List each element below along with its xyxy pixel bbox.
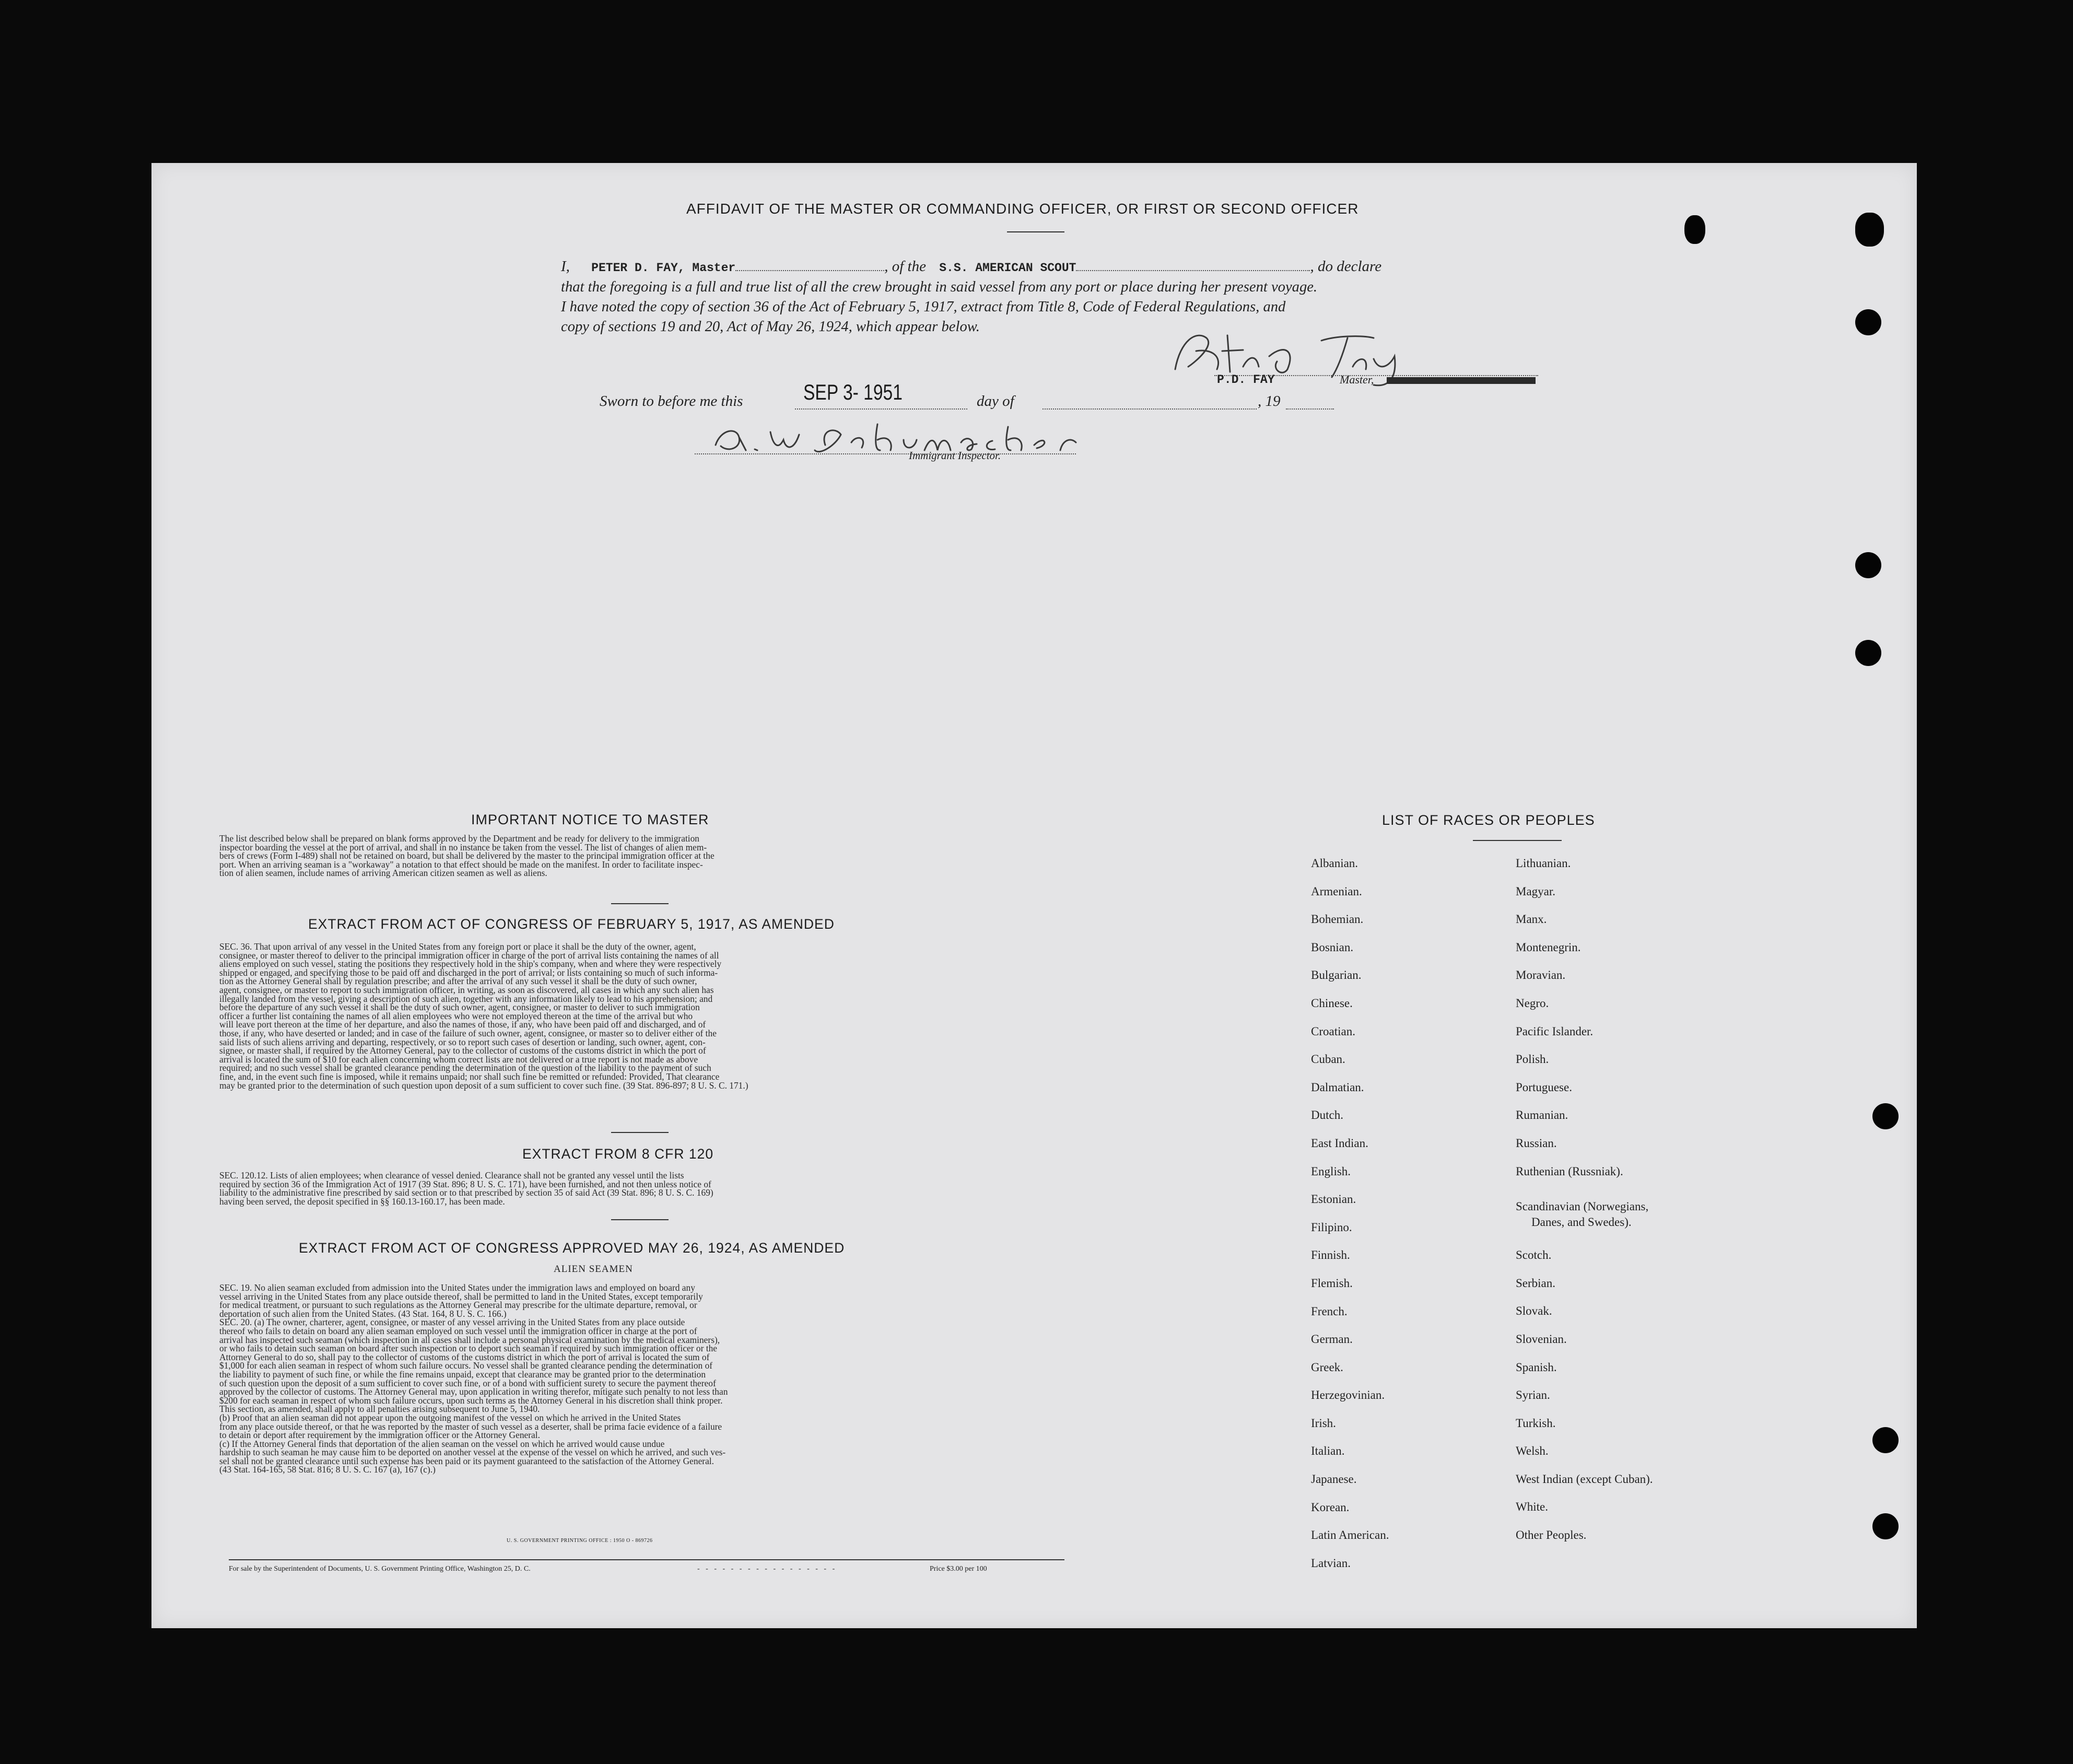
extract-1924-body bbox=[219, 1283, 1060, 1474]
race-item: Estonian. bbox=[1311, 1193, 1356, 1206]
race-item: West Indian (except Cuban). bbox=[1516, 1472, 1653, 1486]
race-item: Moravian. bbox=[1516, 968, 1566, 982]
race-item: East Indian. bbox=[1311, 1136, 1368, 1150]
date-dots bbox=[795, 397, 967, 410]
race-item: French. bbox=[1311, 1304, 1348, 1318]
race-item: Croatian. bbox=[1311, 1024, 1355, 1038]
master-signature bbox=[1165, 320, 1415, 388]
extract-1924-line: $200 for each seaman in respect of whom such failure occurs, upon such terms as the Attorney General in his discretion shall think proper. bbox=[219, 1395, 723, 1406]
extract-1924-line: deportation of such alien from the United States. (43 Stat. 164, 8 U. S. C. 166.) bbox=[219, 1308, 507, 1319]
day-of-text: day of bbox=[977, 393, 1014, 410]
punch-hole bbox=[1872, 1513, 1899, 1539]
extract-1917-line: agent, consignee, or master to report to such immigration officer, in writing, as soon as discovered, all cases in which any such alien has bbox=[219, 984, 714, 995]
master-name-field: PETER D. FAY, Master bbox=[591, 261, 736, 275]
race-item: Dalmatian. bbox=[1311, 1080, 1364, 1094]
extract-1924-line: from any place outside thereof, or that he was reported by the master of such vessel as a deserter, shall be prima facie evidence of a failure bbox=[219, 1421, 722, 1432]
notice-line: inspector boarding the vessel at the port of arrival, and shall in no instance be taken from the vessel. The list of changes of alien mem- bbox=[219, 842, 707, 852]
race-item: Syrian. bbox=[1516, 1388, 1550, 1402]
footer-sale-notice: For sale by the Superintendent of Documents, U. S. Government Printing Office, Washington 25, D. C. bbox=[229, 1565, 531, 1573]
extract-cfr-title: EXTRACT FROM 8 CFR 120 bbox=[522, 1146, 714, 1162]
extract-1917-divider bbox=[611, 1132, 669, 1133]
race-item: German. bbox=[1311, 1333, 1353, 1346]
extract-1924-line: SEC. 19. No alien seaman excluded from admission into the United States under the immigration laws and employed on board any bbox=[219, 1282, 695, 1293]
punch-hole bbox=[1684, 215, 1705, 244]
notice-line: tion of alien seamen, include names of arriving American citizen seamen as well as aliens. bbox=[219, 868, 547, 879]
race-item: Korean. bbox=[1311, 1500, 1350, 1514]
extract-1917-line: tion as the Attorney General shall by regulation prescribe; and after the arrival of any such vessel it shall be the duty of such owner, bbox=[219, 976, 697, 987]
extract-1924-line: (43 Stat. 164-165, 58 Stat. 816; 8 U. S. C. 167 (a), 167 (c).) bbox=[219, 1464, 436, 1475]
extract-1924-line: arrival has inspected such seaman (which inspection in all cases shall include a personal physical examination by the medical examiners), bbox=[219, 1334, 720, 1345]
extract-1924-line: SEC. 20. (a) The owner, charterer, agent, consignee, or master of any vessel arriving in the United States from any place outside bbox=[219, 1317, 685, 1328]
race-item: Spanish. bbox=[1516, 1360, 1557, 1374]
notice-title: IMPORTANT NOTICE TO MASTER bbox=[471, 812, 709, 827]
extract-1917-line: said lists of such aliens arriving and departing, respectively, or so to report such cases of desertion or landing, such owner, agent, con- bbox=[219, 1036, 706, 1047]
race-item: Bohemian. bbox=[1311, 913, 1364, 926]
race-item: Pacific Islander. bbox=[1516, 1024, 1594, 1038]
printing-office-imprint: U. S. GOVERNMENT PRINTING OFFICE : 1950 O - 869726 bbox=[507, 1538, 653, 1544]
declaration-line-1 bbox=[561, 258, 1381, 275]
extract-1924-line: thereof who fails to detain on board any alien seaman employed on such vessel until the immigration officer in charge at the port of bbox=[219, 1325, 697, 1336]
master-caption: Master, bbox=[1340, 373, 1374, 386]
master-name-dots bbox=[735, 259, 884, 271]
race-item: White. bbox=[1516, 1500, 1548, 1514]
race-item: Slovenian. bbox=[1516, 1332, 1567, 1346]
race-item: Portuguese. bbox=[1516, 1080, 1572, 1094]
footer-rule bbox=[229, 1559, 1064, 1560]
race-item: Montenegrin. bbox=[1516, 940, 1581, 954]
extract-1917-line: will leave port thereon at the time of her departure, and also the names of those, if any, who have been paid off and discharged, and of bbox=[219, 1019, 706, 1030]
extract-cfr-divider bbox=[611, 1219, 669, 1220]
races-right-column bbox=[1516, 857, 1808, 1557]
extract-1917-line: before the departure of any such vessel it shall be the duty of such owner, agent, consignee, or master to deliver to such immigration bbox=[219, 1002, 700, 1013]
race-item: Manx. bbox=[1516, 913, 1547, 926]
extract-1924-line: of such question upon the deposit of a sum sufficient to cover such fine, or of a bond with sufficient surety to secure the payment thereof bbox=[219, 1377, 716, 1388]
extract-1924-line: vessel arriving in the United States from any place outside thereof, shall be permitted to land in the United States, except temporarily bbox=[219, 1291, 703, 1302]
month-dots bbox=[1043, 397, 1257, 410]
notice-line: bers of crews (Form I-489) shall not be retained on board, but shall be delivered by the master to the principal immigration officer at the bbox=[219, 850, 715, 861]
punch-hole bbox=[1872, 1427, 1899, 1453]
extract-cfr-line: liability to the administrative fine prescribed by said section or to that prescribed by section 35 of said Act (39 Stat. 896; 8 U. S. C. 169) bbox=[219, 1187, 713, 1198]
extract-1924-line: This section, as amended, shall apply to all penalties arising subsequent to June 5, 1940. bbox=[219, 1404, 540, 1415]
declaration-prefix: I, bbox=[561, 258, 570, 275]
sworn-text: Sworn to before me this bbox=[600, 393, 743, 410]
extract-1917-line: arrival is located the sum of $10 for each alien concerning whom correct lists are not delivered or a true report is not made as above bbox=[219, 1054, 698, 1065]
race-item: English. bbox=[1311, 1164, 1351, 1178]
declaration-line-4: copy of sections 19 and 20, Act of May 26, 1924, which appear below. bbox=[561, 319, 980, 335]
date-stamp: SEP 3- 1951 bbox=[803, 380, 903, 404]
race-item: Russian. bbox=[1516, 1136, 1557, 1150]
race-item: Bulgarian. bbox=[1311, 968, 1362, 982]
race-item: Italian. bbox=[1311, 1444, 1345, 1458]
extract-1917-line: shipped or engaged, and specifying those to be paid off and discharged in the port of arrival; or lists containing so much of such informa- bbox=[219, 967, 718, 978]
race-item: Slovak. bbox=[1516, 1304, 1552, 1318]
vessel-name-field: S.S. AMERICAN SCOUT bbox=[939, 261, 1076, 275]
extract-cfr-line: required by section 36 of the Immigration Act of 1917 (39 Stat. 896; 8 U. S. C. 171), have been furnished, and not then unless notice of bbox=[219, 1178, 711, 1189]
race-item: Lithuanian. bbox=[1516, 857, 1571, 870]
declaration-suffix: , do declare bbox=[1310, 258, 1382, 275]
extract-1917-line: those, if any, who have deserted or landed; and in case of the failure of such owner, agent, consignee, or master so to deliver either of the bbox=[219, 1027, 717, 1038]
document-page bbox=[151, 163, 1917, 1628]
race-item: Armenian. bbox=[1311, 884, 1362, 898]
race-item: Serbian. bbox=[1516, 1276, 1556, 1290]
footer-price: Price $3.00 per 100 bbox=[930, 1565, 987, 1573]
races-title-rule bbox=[1473, 840, 1562, 841]
race-item: Japanese. bbox=[1311, 1473, 1357, 1486]
punch-hole bbox=[1855, 640, 1881, 666]
punch-hole bbox=[1855, 552, 1881, 578]
race-item: Turkish. bbox=[1516, 1416, 1556, 1430]
extract-1917-title: EXTRACT FROM ACT OF CONGRESS OF FEBRUARY 5, 1917, AS AMENDED bbox=[308, 916, 835, 932]
race-item: Scandinavian (Norwegians, bbox=[1516, 1200, 1649, 1213]
race-item: Greek. bbox=[1311, 1360, 1343, 1374]
punch-hole bbox=[1872, 1103, 1899, 1129]
extract-1924-line: sel shall not be granted clearance until such expense has been paid or its payment guaranteed to the satisfaction of the Attorney General. bbox=[219, 1455, 714, 1466]
footer-dashes: - - - - - - - - - - - - - - - - - bbox=[697, 1565, 837, 1573]
race-item: Other Peoples. bbox=[1516, 1528, 1587, 1542]
notice-line: port. When an arriving seaman is a "workaway" a notation to that effect should be made on the manifest. In order to facilitate inspec- bbox=[219, 859, 703, 870]
extract-1924-line: (b) Proof that an alien seaman did not appear upon the outgoing manifest of the vessel on which he arrived in the United States bbox=[219, 1412, 681, 1423]
extract-1924-line: to detain or deport after requirement by the immigration officer or the Attorney General. bbox=[219, 1430, 540, 1441]
race-item: Magyar. bbox=[1516, 884, 1556, 898]
extract-1924-line: approved by the collector of customs. The Attorney General may, upon application in writing therefor, mitigate such penalty to not less than bbox=[219, 1386, 728, 1397]
race-item: Latin American. bbox=[1311, 1528, 1389, 1542]
inspector-caption: Immigrant Inspector. bbox=[909, 449, 1001, 462]
race-item: Albanian. bbox=[1311, 857, 1358, 870]
extract-1924-line: Attorney General to do so, shall pay to the collector of customs of the customs district in which the port of arrival is located the sum of bbox=[219, 1351, 710, 1362]
extract-1917-line: aliens employed on such vessel, stating the positions they respectively hold in the ship's company, when and where they were respectively bbox=[219, 959, 722, 969]
extract-1917-line: may be granted prior to the determination of such question upon deposit of a sum sufficient to cover such fine. (39 Stat. 896-897; 8 U. S. C. 171.) bbox=[219, 1080, 748, 1091]
affidavit-title-rule bbox=[1007, 231, 1064, 232]
extract-1917-line: officer a further list containing the names of all alien employees who were not employed thereon at the time of the arrival but who bbox=[219, 1010, 693, 1021]
race-item: Welsh. bbox=[1516, 1444, 1549, 1458]
typed-master-name: P.D. FAY bbox=[1217, 373, 1275, 387]
extract-1917-line: required; and no such vessel shall be granted clearance pending the determination of the question of the liability to the payment of such bbox=[219, 1062, 711, 1073]
extract-1917-line: illegally landed from the vessel, giving a description of such alien, together with any information likely to lead to his apprehension; and bbox=[219, 993, 713, 1004]
extract-cfr-line: SEC. 120.12. Lists of alien employees; when clearance of vessel denied. Clearance shall not be granted any vessel until the lists bbox=[219, 1170, 684, 1181]
extract-cfr-line: having been served, the deposit specified in §§ 160.13-160.17, has been made. bbox=[219, 1196, 505, 1207]
race-item: Negro. bbox=[1516, 996, 1549, 1010]
extract-1924-line: the liability to payment of such fine, or while the fine remains unpaid, except that clearance may be granted prior to the determination bbox=[219, 1369, 706, 1380]
year-dots bbox=[1286, 397, 1334, 410]
race-item: Scotch. bbox=[1516, 1248, 1552, 1262]
punch-hole bbox=[1855, 213, 1884, 247]
struck-title bbox=[1387, 377, 1536, 384]
extract-1924-subtitle: ALIEN SEAMEN bbox=[554, 1264, 633, 1275]
races-title: LIST OF RACES OR PEOPLES bbox=[1382, 812, 1595, 828]
notice-body bbox=[219, 834, 1060, 878]
race-item: Ruthenian (Russniak). bbox=[1516, 1164, 1623, 1178]
race-item: Cuban. bbox=[1311, 1053, 1345, 1066]
extract-1924-line: hardship to such seaman he may cause him to be deported on another vessel at the expense of the vessel on which he arrived, and such ves- bbox=[219, 1447, 726, 1458]
extract-1917-line: fine, and, in the event such fine is imposed, while it remains unpaid; nor shall such fine be remitted or refunded: Provided, That clearance bbox=[219, 1071, 720, 1082]
notice-divider bbox=[611, 903, 669, 904]
race-item: Finnish. bbox=[1311, 1248, 1350, 1262]
extract-1917-line: SEC. 36. That upon arrival of any vessel in the United States from any foreign port or place it shall be the duty of the owner, agent, bbox=[219, 941, 696, 952]
extract-1917-body bbox=[219, 942, 1060, 1090]
declaration-line-2: that the foregoing is a full and true list of all the crew brought in said vessel from any port or place during her present voyage. bbox=[561, 279, 1318, 295]
declaration-line-3: I have noted the copy of section 36 of the Act of February 5, 1917, extract from Title 8, Code of Federal Regulations, and bbox=[561, 299, 1286, 315]
extract-1924-line: for medical treatment, or pursuant to such regulations as the Attorney General may prescribe for the ultimate departure, removal, or bbox=[219, 1300, 697, 1311]
year-prefix: , 19 bbox=[1258, 393, 1281, 410]
extract-1924-title: EXTRACT FROM ACT OF CONGRESS APPROVED MAY 26, 1924, AS AMENDED bbox=[299, 1240, 845, 1256]
extract-1924-line: $1,000 for each alien seaman in respect of whom such failure occurs. No vessel shall be granted clearance pending the determination of bbox=[219, 1360, 713, 1371]
race-item: Herzegovinian. bbox=[1311, 1388, 1385, 1402]
race-item: Chinese. bbox=[1311, 996, 1353, 1010]
declaration-of: , of the bbox=[884, 258, 926, 275]
extract-cfr-body bbox=[219, 1171, 1060, 1206]
races-left-column bbox=[1311, 857, 1509, 1584]
race-item: Dutch. bbox=[1311, 1108, 1343, 1122]
inspector-signature-line bbox=[695, 442, 1076, 454]
race-item: Polish. bbox=[1516, 1053, 1549, 1066]
race-item: Latvian. bbox=[1311, 1556, 1351, 1570]
vessel-name-dots bbox=[1076, 259, 1310, 271]
race-item: Filipino. bbox=[1311, 1220, 1352, 1234]
affidavit-title: AFFIDAVIT OF THE MASTER OR COMMANDING OFFICER, OR FIRST OR SECOND OFFICER bbox=[686, 201, 1359, 217]
race-item: Danes, and Swedes). bbox=[1531, 1216, 1632, 1229]
extract-1917-line: consignee, or master thereof to deliver to the principal immigration officer in charge of the port of arrival lists containing the names of all bbox=[219, 950, 719, 961]
extract-1924-line: or who fails to detain such seaman on board after such inspection or to deport such seaman if required by such immigration officer or the bbox=[219, 1343, 717, 1354]
race-item: Irish. bbox=[1311, 1416, 1336, 1430]
extract-1917-line: signee, or master shall, if required by the Attorney General, pay to the collector of customs of the customs district in which the port of bbox=[219, 1045, 706, 1056]
race-item: Rumanian. bbox=[1516, 1108, 1568, 1122]
race-item: Bosnian. bbox=[1311, 940, 1354, 954]
race-item: Flemish. bbox=[1311, 1276, 1353, 1290]
extract-1924-line: (c) If the Attorney General finds that deportation of the alien seaman on the vessel on which he arrived would cause undue bbox=[219, 1438, 665, 1449]
notice-line: The list described below shall be prepared on blank forms approved by the Department and be ready for delivery to the immigration bbox=[219, 833, 699, 844]
punch-hole bbox=[1855, 309, 1881, 335]
